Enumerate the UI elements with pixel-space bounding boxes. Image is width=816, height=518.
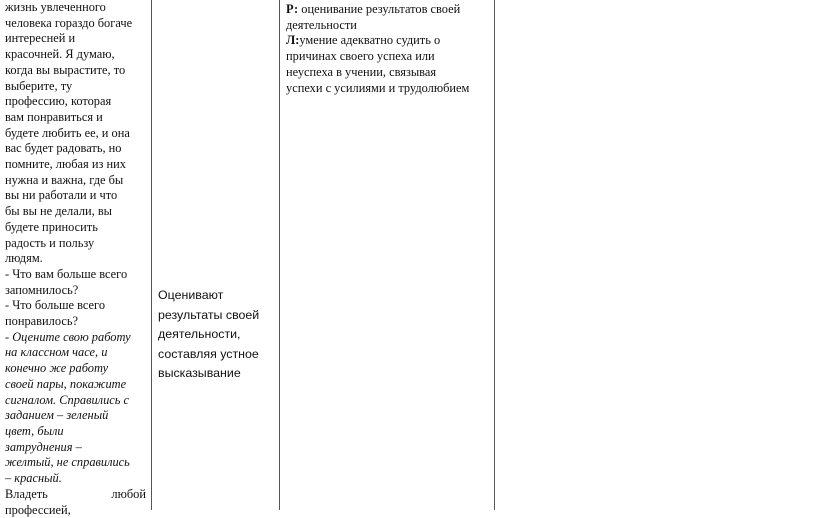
text-line: жизнь увлеченного — [5, 0, 146, 16]
text-line: человека гораздо богаче — [5, 16, 146, 32]
italic-text-line: цвет, были — [5, 424, 146, 440]
italic-text-line: своей пары, покажите — [5, 377, 146, 393]
italic-text-line: - Оцените свою работу — [5, 330, 146, 346]
text-line: неуспеха в учении, связывая — [286, 65, 491, 81]
text-line: - Что вам больше всего — [5, 267, 146, 283]
personal-label: Л: — [286, 33, 299, 47]
text-line: результаты своей — [158, 306, 276, 326]
regulatory-outcome — [286, 2, 491, 18]
text-line: нужна и важна, где бы — [5, 173, 146, 189]
italic-text-line: затруднения – — [5, 440, 146, 456]
italic-text-line: – красный. — [5, 471, 146, 487]
teacher-speech-text — [5, 0, 146, 330]
italic-text-line: сигналом. Справились с — [5, 393, 146, 409]
student-activity-text — [158, 286, 276, 384]
text-line: интересней и — [5, 31, 146, 47]
text-line: людям. — [5, 251, 146, 267]
text-line: выберите, ту — [5, 79, 146, 95]
text-line: деятельности, — [158, 325, 276, 345]
text-line: составляя устное — [158, 345, 276, 365]
text-line: понравилось? — [5, 314, 146, 330]
table-border-1 — [151, 0, 152, 510]
table-border-3 — [494, 0, 495, 510]
word-lyuboy: любой — [111, 487, 146, 503]
text-line: вас будет радовать, но — [5, 141, 146, 157]
text-line: красочней. Я думаю, — [5, 47, 146, 63]
text-line: помните, любая из них — [5, 157, 146, 173]
text-line: будете приносить — [5, 220, 146, 236]
last-line: профессией, — [5, 503, 146, 518]
learning-outcomes-cell — [286, 2, 491, 96]
student-activity-cell — [158, 286, 276, 384]
text-line: радость и пользу — [5, 236, 146, 252]
regulatory-label: Р: — [286, 2, 298, 16]
table-border-2 — [279, 0, 280, 510]
text-line: причинах своего успеха или — [286, 49, 491, 65]
text-line: бы вы не делали, вы — [5, 204, 146, 220]
text-line: успехи с усилиями и трудолюбием — [286, 81, 491, 97]
italic-text-line: желтый, не справились — [5, 455, 146, 471]
text-line: когда вы вырастите, то — [5, 63, 146, 79]
text-line: будете любить ее, и она — [5, 126, 146, 142]
teacher-speech-cell — [5, 0, 146, 518]
regulatory-text: оценивание результатов своей — [298, 2, 460, 16]
personal-text: умение адекватно судить о — [299, 33, 440, 47]
text-line: вы ни работали и что — [5, 188, 146, 204]
italic-text-line: на классном часе, и — [5, 345, 146, 361]
word-vladet: Владеть — [5, 487, 48, 503]
text-line: запомнилось? — [5, 283, 146, 299]
italic-text-line: конечно же работу — [5, 361, 146, 377]
teacher-instruction-text — [5, 330, 146, 487]
personal-outcome — [286, 33, 491, 49]
text-line: - Что больше всего — [5, 298, 146, 314]
text-line: высказывание — [158, 364, 276, 384]
text-line: профессию, которая — [5, 94, 146, 110]
italic-text-line: заданием – зеленый — [5, 408, 146, 424]
personal-text-continued — [286, 49, 491, 96]
regulatory-text-2: деятельности — [286, 18, 491, 34]
text-line: вам понравиться и — [5, 110, 146, 126]
justified-line — [5, 487, 146, 503]
text-line: Оценивают — [158, 286, 276, 306]
